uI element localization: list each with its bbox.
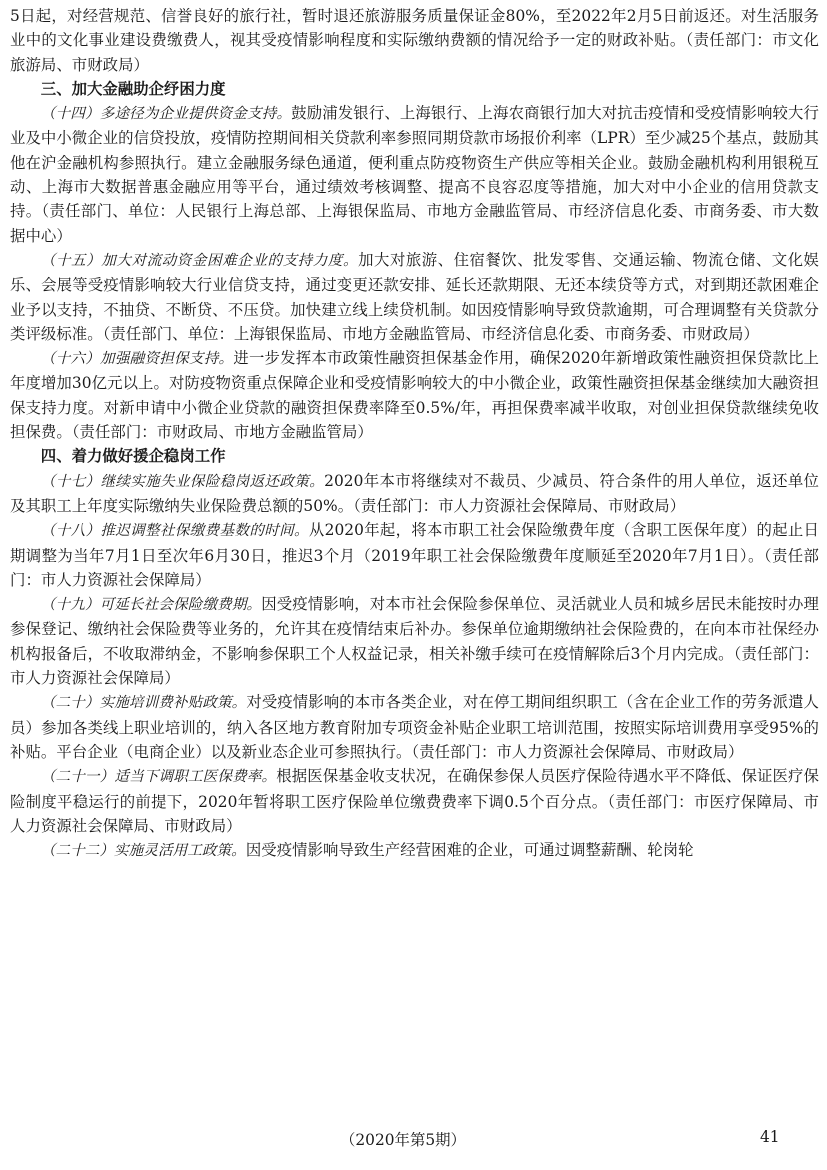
- page-footer: [0, 1128, 827, 1154]
- section-heading-3: 三、加大金融助企纾困力度: [40, 79, 226, 98]
- paragraph-15: [10, 248, 819, 346]
- section-heading-4: 四、着力做好援企稳岗工作: [40, 447, 226, 466]
- paragraph-20: [10, 690, 819, 764]
- paragraph-16: [10, 346, 819, 444]
- paragraph-lead: （十七）继续实施失业保险稳岗返还政策。: [40, 472, 325, 490]
- paragraph-21: [10, 764, 819, 838]
- paragraph-text: 加大对旅游、住宿餐饮、批发零售、交通运输、物流仓储、文化娱乐、会展等受疫情影响较大行业信贷支持，通过变更还款安排、延长还款期限、无还本续贷等方式，对到期还款困难企业予以支持，不抽贷、不断贷、不压贷。加快建立线上续贷机制。如因疫情影响导致贷款逾期，可合理调整有关贷款分类评级标准。（责任部门、单位：上海银保监局、市地方金融监管局、市经济信息化委、市商务委、市财政局）: [10, 250, 819, 343]
- paragraph-lead: （二十）实施培训费补贴政策。: [40, 694, 247, 712]
- paragraph-lead: （十四）多途径为企业提供资金支持。: [40, 105, 292, 123]
- paragraph-text: 根据医保基金收支状况，在确保参保人员医疗保险待遇水平不降低、保证医疗保险制度平稳运行的前提下，2020年暂将职工医疗保险单位缴费费率下调0.5个百分点。（责任部门：市医疗保障局、市人力资源社会保障局、市财政局）: [10, 767, 819, 835]
- issue-label: （2020年第5期）: [340, 1131, 466, 1149]
- paragraph-text: 因受疫情影响导致生产经营困难的企业，可通过调整薪酬、轮岗轮: [245, 841, 694, 860]
- paragraph-text: 5日起，对经营规范、信誉良好的旅行社，暂时退还旅游服务质量保证金80%，至2022年2月5日前返还。对生活服务业中的文化事业建设费缴费人，视其受疫情影响程度和实际缴纳费额的情况给予一定的财政补贴。（责任部门：市文化旅游局、市财政局）: [10, 7, 819, 74]
- paragraph-text: 因受疫情影响，对本市社会保险参保单位、灵活就业人员和城乡居民未能按时办理参保登记、缴纳社会保险费等业务的，允许其在疫情结束后补办。参保单位逾期缴纳社会保险费的，在向本市社保经办机构报备后，不收取滞纳金，不影响参保职工个人权益记录，相关补缴手续可在疫情解除后3个月内完成。（责任部门：市人力资源社会保障局）: [10, 595, 819, 688]
- paragraph-text: 2020年本市将继续对不裁员、少减员、符合条件的用人单位，返还单位及其职工上年度实际缴纳失业保险费总额的50%。（责任部门：市人力资源社会保障局、市财政局）: [10, 471, 819, 515]
- paragraph-lead: （二十二）实施灵活用工政策。: [40, 842, 246, 860]
- page-number: 41: [760, 1128, 780, 1146]
- paragraph-lead: （十五）加大对流动资金困难企业的支持力度。: [40, 251, 359, 269]
- paragraph-lead: （十九）可延长社会保险缴费期。: [40, 596, 262, 614]
- paragraph-19: [10, 592, 819, 690]
- paragraph-lead: （二十一）适当下调职工医保费率。: [40, 768, 277, 786]
- paragraph-text: 鼓励浦发银行、上海银行、上海农商银行加大对抗击疫情和受疫情影响较大行业及中小微企业的信贷投放，疫情防控期间相关贷款利率参照同期贷款市场报价利率（LPR）至少减25个基点，鼓励其他在沪金融机构参照执行。建立金融服务绿色通道，便利重点防疫物资生产供应等相关企业。鼓励金融机构利用银税互动、上海市大数据普惠金融应用等平台，通过绩效考核调整、提高不良容忍度等措施，加大对中小企业的信用贷款支持。（责任部门、单位：人民银行上海总部、上海银保监局、市地方金融监管局、市经济信息化委、市商务委、市大数据中心）: [10, 104, 819, 245]
- paragraph-lead: （十六）加强融资担保支持。: [40, 350, 234, 368]
- paragraph-17: [10, 469, 819, 519]
- paragraph-18: [10, 518, 819, 592]
- paragraph-intro: [10, 4, 819, 77]
- paragraph-14: [10, 101, 819, 248]
- paragraph-22: [10, 838, 819, 863]
- paragraph-text: 对受疫情影响的本市各类企业，对在停工期间组织职工（含在企业工作的劳务派遣人员）参加各类线上职业培训的，纳入各区地方教育附加专项资金补贴企业职工培训范围，按照实际培训费用享受95%的补贴。平台企业（电商企业）以及新业态企业可参照执行。（责任部门：市人力资源社会保障局、市财政局）: [10, 693, 819, 761]
- paragraph-text: 从2020年起，将本市职工社会保险缴费年度（含职工医保年度）的起止日期调整为当年7月1日至次年6月30日，推迟3个月（2019年职工社会保险缴费年度顺延至2020年7月1日）。（责任部门：市人力资源社会保障局）: [10, 521, 820, 589]
- paragraph-text: 进一步发挥本市政策性融资担保基金作用，确保2020年新增政策性融资担保贷款比上年度增加30亿元以上。对防疫物资重点保障企业和受疫情影响较大的中小微企业，政策性融资担保基金继续加大融资担保支持力度。对新申请中小微企业贷款的融资担保费率降至0.5%/年，再担保费率减半收取，对创业担保贷款继续免收担保费。（责任部门：市财政局、市地方金融监管局）: [10, 349, 819, 442]
- paragraph-lead: （十八）推迟调整社保缴费基数的时间。: [40, 522, 309, 540]
